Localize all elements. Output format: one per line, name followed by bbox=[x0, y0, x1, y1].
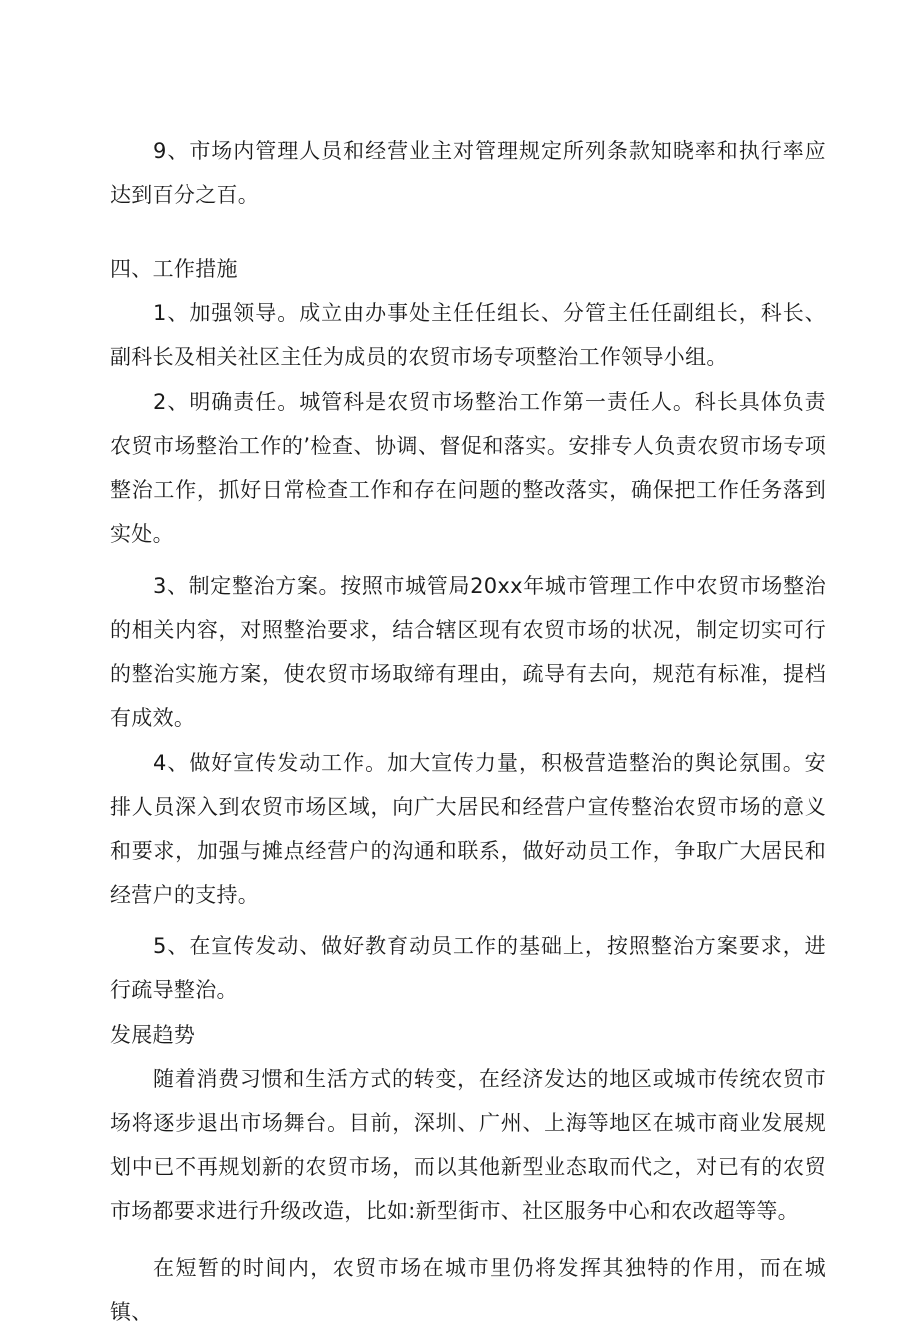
paragraph-item-9: 9、市场内管理人员和经营业主对管理规定所列条款知晓率和执行率应达到百分之百。 bbox=[110, 139, 826, 207]
paragraph-measure-3: 3、制定整治方案。按照市城管局20xx年城市管理工作中农贸市场整治的相关内容，对照整治要求，结合辖区现有农贸市场的状况，制定切实可行的整治实施方案，使农贸市场取缔有理由，疏导有去向，规范有标准，提档有成效。 bbox=[110, 574, 826, 730]
paragraph-trend-1: 随着消费习惯和生活方式的转变，在经济发达的地区或城市传统农贸市场将逐步退出市场舞台。目前，深圳、广州、上海等地区在城市商业发展规划中已不再规划新的农贸市场，而以其他新型业态取而代之，对已有的农贸市场都要求进行升级改造，比如:新型街市、社区服务中心和农改超等等。 bbox=[110, 1067, 826, 1223]
paragraph-measure-1: 1、加强领导。成立由办事处主任任组长、分管主任任副组长，科长、副科长及相关社区主任为成员的农贸市场专项整治工作领导小组。 bbox=[110, 301, 826, 369]
paragraph-measure-2: 2、明确责任。城管科是农贸市场整治工作第一责任人。科长具体负责农贸市场整治工作的’检查、协调、督促和落实。安排专人负责农贸市场专项整治工作，抓好日常检查工作和存在问题的整改落实，确保把工作任务落到实处。 bbox=[110, 390, 826, 546]
section-heading-work-measures: 四、工作措施 bbox=[110, 257, 238, 281]
paragraph-measure-4: 4、做好宣传发动工作。加大宣传力量，积极营造整治的舆论氛围。安排人员深入到农贸市场区域，向广大居民和经营户宣传整治农贸市场的意义和要求，加强与摊点经营户的沟通和联系，做好动员工作，争取广大居民和经营户的支持。 bbox=[110, 751, 826, 907]
section-heading-development-trend: 发展趋势 bbox=[110, 1023, 196, 1047]
paragraph-measure-5: 5、在宣传发动、做好教育动员工作的基础上，按照整治方案要求，进行疏导整治。 bbox=[110, 934, 826, 1002]
paragraph-trend-2: 在短暂的时间内，农贸市场在城市里仍将发挥其独特的作用，而在城镇、 bbox=[110, 1256, 826, 1324]
